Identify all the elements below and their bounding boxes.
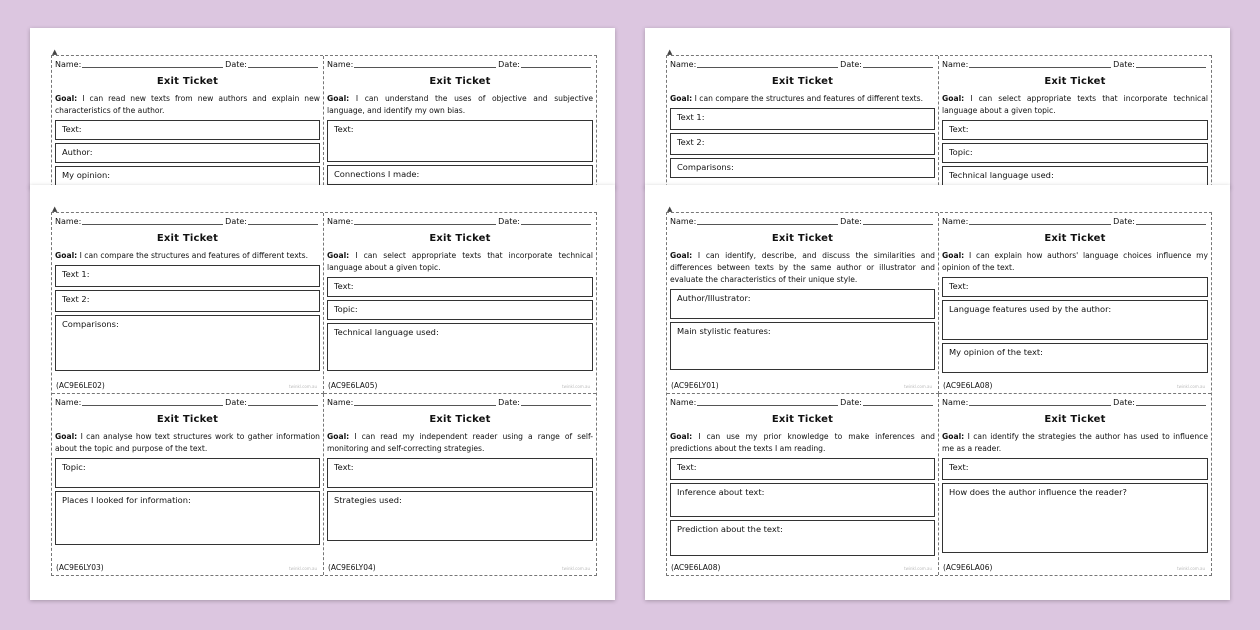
answer-box-label: Text:: [949, 281, 969, 291]
name-label: Name:: [942, 217, 969, 226]
date-label: Date:: [225, 60, 247, 69]
answer-box-label: Text 1:: [677, 112, 705, 122]
ticket-title: Exit Ticket: [156, 76, 219, 87]
date-line: [1136, 216, 1206, 225]
goal-label: Goal:: [670, 432, 693, 441]
name-line: [969, 216, 1111, 225]
answer-box: [55, 143, 320, 163]
goal-statement: I can compare the structures and features of different texts.: [79, 251, 309, 260]
name-label: Name:: [670, 217, 697, 226]
answer-box: [942, 166, 1208, 186]
answer-box: [942, 120, 1208, 140]
corner-mark: ▲: [52, 205, 58, 213]
name-date-row: [55, 216, 320, 227]
curriculum-code: (AC9E6LA08): [671, 563, 721, 572]
date-label: Date:: [840, 217, 862, 226]
ticket-title: Exit Ticket: [156, 233, 219, 244]
goal-statement: I can read new texts from new authors and explain new characteristics of the author.: [55, 94, 320, 115]
name-date-row: [670, 59, 935, 70]
date-line: [521, 59, 591, 68]
name-line: [82, 216, 223, 225]
ticket-title: Exit Ticket: [429, 233, 491, 244]
answer-box-label: Author:: [62, 147, 93, 157]
answer-box: [327, 165, 593, 185]
answer-box: [55, 315, 320, 371]
goal-text: [55, 431, 320, 455]
answer-box: [55, 458, 320, 488]
name-label: Name:: [942, 398, 969, 407]
name-label: Name:: [670, 398, 697, 407]
answer-box-label: My opinion:: [62, 170, 111, 180]
goal-text: [670, 431, 935, 455]
answer-box-label: How does the author influence the reader?: [949, 487, 1127, 497]
answer-box: [670, 520, 935, 556]
name-date-row: [942, 59, 1208, 70]
answer-box: [55, 265, 320, 287]
ticket: [667, 394, 939, 575]
answer-box: [670, 158, 935, 178]
name-line: [82, 397, 223, 406]
name-label: Name:: [327, 398, 354, 407]
goal-text: [55, 250, 320, 262]
name-label: Name:: [327, 217, 354, 226]
answer-box-label: Text 1:: [62, 269, 90, 279]
name-label: Name:: [942, 60, 969, 69]
answer-box: [55, 166, 320, 186]
brand-mark: twinkl.com.au: [289, 384, 317, 389]
answer-box-label: Topic:: [334, 304, 358, 314]
answer-box: [327, 491, 593, 541]
ticket: [667, 213, 939, 394]
goal-statement: I can use my prior knowledge to make inferences and predictions about the texts I am reading.: [670, 432, 935, 453]
brand-mark: twinkl.com.au: [1177, 566, 1205, 571]
answer-box: [942, 483, 1208, 553]
brand-mark: twinkl.com.au: [562, 384, 590, 389]
name-date-row: [327, 397, 593, 408]
answer-box-label: Prediction about the text:: [677, 524, 783, 534]
name-line: [354, 397, 496, 406]
date-line: [1136, 59, 1206, 68]
curriculum-code: (AC9E6LY04): [328, 563, 376, 572]
answer-box: [670, 133, 935, 155]
date-label: Date:: [498, 217, 520, 226]
ticket: [324, 213, 596, 394]
brand-mark: twinkl.com.au: [904, 566, 932, 571]
name-label: Name:: [55, 398, 82, 407]
name-date-row: [670, 216, 935, 227]
curriculum-code: (AC9E6LA06): [943, 563, 993, 572]
ticket-grid: [666, 55, 1212, 188]
corner-mark: ▲: [667, 205, 673, 213]
brand-mark: twinkl.com.au: [562, 566, 590, 571]
answer-box: [327, 300, 593, 320]
goal-label: Goal:: [670, 94, 693, 103]
brand-mark: twinkl.com.au: [289, 566, 317, 571]
answer-box-label: Text:: [949, 462, 969, 472]
answer-box-label: Language features used by the author:: [949, 304, 1112, 314]
answer-box-label: Text:: [334, 462, 354, 472]
goal-statement: I can explain how authors' language choices influence my opinion of the text.: [942, 251, 1208, 272]
name-label: Name:: [327, 60, 354, 69]
brand-mark: twinkl.com.au: [1177, 384, 1205, 389]
answer-box: [942, 277, 1208, 297]
answer-box: [670, 458, 935, 480]
answer-box-label: Text 2:: [677, 137, 705, 147]
answer-box-label: Text:: [334, 281, 354, 291]
goal-statement: I can compare the structures and features of different texts.: [694, 94, 924, 103]
ticket: [939, 56, 1211, 188]
goal-text: [55, 93, 320, 117]
date-label: Date:: [840, 60, 862, 69]
answer-box: [327, 323, 593, 371]
worksheet-back-left: [30, 28, 615, 188]
answer-box-label: Text:: [62, 124, 82, 134]
ticket: [667, 56, 939, 188]
goal-label: Goal:: [327, 251, 350, 260]
answer-box: [942, 343, 1208, 373]
ticket-title: Exit Ticket: [429, 414, 491, 425]
answer-box-label: Main stylistic features:: [677, 326, 771, 336]
goal-label: Goal:: [55, 432, 78, 441]
goal-text: [942, 431, 1208, 455]
answer-box: [55, 120, 320, 140]
ticket-grid: [51, 55, 597, 188]
ticket-title: Exit Ticket: [771, 233, 834, 244]
date-line: [863, 216, 933, 225]
goal-label: Goal:: [327, 94, 350, 103]
goal-statement: I can identify, describe, and discuss the similarities and differences between texts by the same author or illustrator and evaluate the characteristics of their unique style.: [670, 251, 935, 284]
worksheet-front-right: [645, 185, 1230, 600]
answer-box: [670, 289, 935, 319]
name-label: Name:: [55, 60, 82, 69]
ticket: [52, 394, 324, 575]
date-label: Date:: [1113, 217, 1135, 226]
date-line: [248, 59, 318, 68]
name-label: Name:: [55, 217, 82, 226]
goal-text: [670, 93, 935, 105]
ticket: [939, 394, 1211, 575]
goal-statement: I can select appropriate texts that incorporate technical language about a given topic.: [327, 251, 593, 272]
answer-box-label: Text:: [677, 462, 697, 472]
ticket-title: Exit Ticket: [771, 414, 834, 425]
goal-text: [942, 250, 1208, 274]
goal-statement: I can select appropriate texts that incorporate technical language about a given topic.: [942, 94, 1208, 115]
answer-box-label: Inference about text:: [677, 487, 765, 497]
goal-label: Goal:: [942, 94, 965, 103]
date-label: Date:: [225, 398, 247, 407]
date-line: [863, 59, 933, 68]
answer-box-label: Author/Illustrator:: [677, 293, 751, 303]
goal-text: [942, 93, 1208, 117]
answer-box-label: Comparisons:: [677, 162, 734, 172]
date-line: [1136, 397, 1206, 406]
date-label: Date:: [225, 217, 247, 226]
answer-box: [55, 491, 320, 545]
corner-mark: ▲: [667, 48, 673, 56]
goal-label: Goal:: [327, 432, 350, 441]
name-line: [697, 397, 838, 406]
answer-box: [942, 300, 1208, 340]
name-date-row: [327, 216, 593, 227]
answer-box-label: Technical language used:: [949, 170, 1054, 180]
goal-label: Goal:: [942, 251, 965, 260]
ticket-title: Exit Ticket: [1044, 414, 1106, 425]
ticket-title: Exit Ticket: [156, 414, 219, 425]
date-label: Date:: [498, 398, 520, 407]
goal-text: [670, 250, 935, 286]
goal-label: Goal:: [55, 251, 78, 260]
answer-box: [327, 458, 593, 488]
answer-box-label: Topic:: [62, 462, 86, 472]
answer-box: [670, 483, 935, 517]
ticket: [324, 56, 596, 188]
name-line: [969, 397, 1111, 406]
date-line: [248, 216, 318, 225]
answer-box-label: Connections I made:: [334, 169, 420, 179]
name-label: Name:: [670, 60, 697, 69]
goal-text: [327, 93, 593, 117]
answer-box-label: Technical language used:: [334, 327, 439, 337]
answer-box-label: Places I looked for information:: [62, 495, 191, 505]
brand-mark: twinkl.com.au: [904, 384, 932, 389]
answer-box-label: Text:: [949, 124, 969, 134]
curriculum-code: (AC9E6LE02): [56, 381, 105, 390]
ticket-title: Exit Ticket: [1044, 76, 1106, 87]
answer-box-label: Text 2:: [62, 294, 90, 304]
date-label: Date:: [1113, 60, 1135, 69]
name-date-row: [942, 216, 1208, 227]
name-line: [354, 59, 496, 68]
answer-box-label: My opinion of the text:: [949, 347, 1043, 357]
name-line: [82, 59, 223, 68]
curriculum-code: (AC9E6LA05): [328, 381, 378, 390]
answer-box: [670, 322, 935, 370]
answer-box-label: Text:: [334, 124, 354, 134]
name-date-row: [327, 59, 593, 70]
date-label: Date:: [840, 398, 862, 407]
goal-statement: I can read my independent reader using a range of self-monitoring and self-correcting strategies.: [327, 432, 593, 453]
answer-box-label: Strategies used:: [334, 495, 402, 505]
date-line: [248, 397, 318, 406]
goal-label: Goal:: [55, 94, 78, 103]
worksheet-back-right: [645, 28, 1230, 188]
answer-box: [942, 143, 1208, 163]
ticket: [324, 394, 596, 575]
answer-box-label: Topic:: [949, 147, 973, 157]
name-date-row: [670, 397, 935, 408]
curriculum-code: (AC9E6LA08): [943, 381, 993, 390]
answer-box: [55, 290, 320, 312]
ticket: [52, 213, 324, 394]
ticket: [52, 56, 324, 188]
goal-statement: I can analyse how text structures work to gather information about the topic and purpose of the text.: [55, 432, 320, 453]
ticket-title: Exit Ticket: [771, 76, 834, 87]
goal-statement: I can understand the uses of objective and subjective language, and identify my own bias.: [327, 94, 594, 115]
name-line: [969, 59, 1111, 68]
name-line: [354, 216, 496, 225]
goal-label: Goal:: [942, 432, 965, 441]
date-line: [521, 397, 591, 406]
answer-box: [670, 108, 935, 130]
answer-box: [327, 120, 593, 162]
name-line: [697, 216, 838, 225]
name-date-row: [55, 397, 320, 408]
goal-statement: I can identify the strategies the author has used to influence me as a reader.: [942, 432, 1208, 453]
ticket-title: Exit Ticket: [429, 76, 491, 87]
name-line: [697, 59, 838, 68]
date-line: [521, 216, 591, 225]
date-label: Date:: [498, 60, 520, 69]
ticket-grid: [51, 212, 597, 576]
ticket-grid: [666, 212, 1212, 576]
worksheet-front-left: [30, 185, 615, 600]
goal-label: Goal:: [670, 251, 693, 260]
goal-text: [327, 431, 593, 455]
curriculum-code: (AC9E6LY03): [56, 563, 104, 572]
answer-box-label: Comparisons:: [62, 319, 119, 329]
goal-text: [327, 250, 593, 274]
ticket: [939, 213, 1211, 394]
curriculum-code: (AC9E6LY01): [671, 381, 719, 390]
ticket-title: Exit Ticket: [1044, 233, 1106, 244]
name-date-row: [55, 59, 320, 70]
corner-mark: ▲: [52, 48, 58, 56]
name-date-row: [942, 397, 1208, 408]
date-line: [863, 397, 933, 406]
date-label: Date:: [1113, 398, 1135, 407]
answer-box: [942, 458, 1208, 480]
answer-box: [327, 277, 593, 297]
